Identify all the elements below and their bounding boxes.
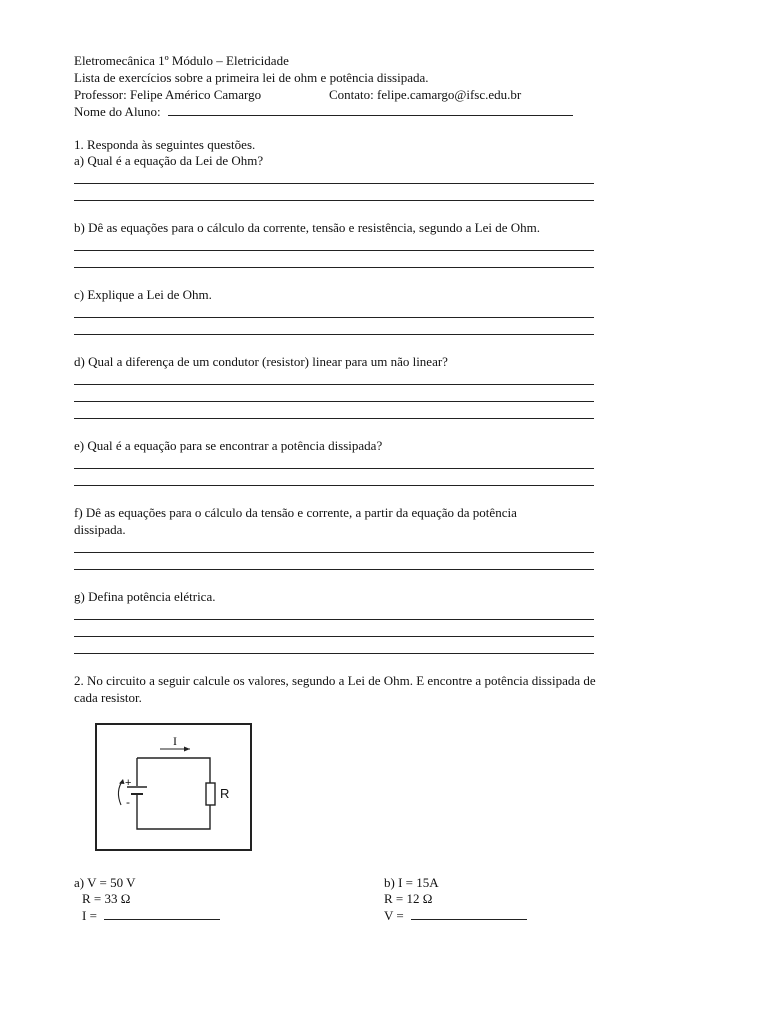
q2a-current-field[interactable] bbox=[104, 919, 220, 920]
answer-line[interactable] bbox=[74, 569, 594, 570]
answer-line[interactable] bbox=[74, 250, 594, 251]
worksheet-subtitle: Lista de exercícios sobre a primeira lei de ohm e potência dissipada. bbox=[74, 70, 429, 85]
contact-email: Contato: felipe.camargo@ifsc.edu.br bbox=[329, 87, 522, 102]
professor-name: Professor: Felipe Américo Camargo bbox=[74, 87, 262, 102]
student-name-label: Nome do Aluno: bbox=[74, 104, 161, 119]
plus-sign: + bbox=[125, 777, 132, 789]
q1f-question-line1: f) Dê as equações para o cálculo da tensão e corrente, a partir da equação da potência bbox=[74, 505, 517, 520]
course-title: Eletromecânica 1º Módulo – Eletricidade bbox=[74, 53, 289, 68]
q2b-resistance: R = 12 Ω bbox=[384, 891, 433, 906]
answer-line[interactable] bbox=[74, 384, 594, 385]
answer-line[interactable] bbox=[74, 267, 594, 268]
q2a-voltage: a) V = 50 V bbox=[74, 875, 136, 890]
answer-line[interactable] bbox=[74, 418, 594, 419]
q1a-question: a) Qual é a equação da Lei de Ohm? bbox=[74, 153, 264, 168]
answer-line[interactable] bbox=[74, 653, 594, 654]
q1e-question: e) Qual é a equação para se encontrar a potência dissipada? bbox=[74, 438, 383, 453]
answer-line[interactable] bbox=[74, 552, 594, 553]
q2-statement-line1: 2. No circuito a seguir calcule os valores, segundo a Lei de Ohm. E encontre a potência dissipada de bbox=[74, 673, 596, 688]
answer-line[interactable] bbox=[74, 200, 594, 201]
resistor-symbol bbox=[206, 783, 215, 805]
answer-line[interactable] bbox=[74, 468, 594, 469]
answer-line[interactable] bbox=[74, 401, 594, 402]
student-name-row bbox=[74, 104, 573, 120]
circuit-diagram bbox=[95, 723, 252, 851]
q2b-voltage-field[interactable] bbox=[411, 919, 527, 920]
answer-line[interactable] bbox=[74, 619, 594, 620]
q2-statement-line2: cada resistor. bbox=[74, 690, 142, 705]
q1-title: 1. Responda às seguintes questões. bbox=[74, 137, 256, 152]
circuit-wire-bottom bbox=[137, 795, 210, 829]
answer-line[interactable] bbox=[74, 317, 594, 318]
answer-line[interactable] bbox=[74, 636, 594, 637]
q1c-question: c) Explique a Lei de Ohm. bbox=[74, 287, 212, 302]
circuit-schematic bbox=[97, 725, 250, 849]
resistor-label: R bbox=[220, 786, 230, 801]
current-arrow-head bbox=[184, 747, 190, 752]
minus-sign: - bbox=[126, 795, 130, 809]
q2a-current-row bbox=[82, 908, 220, 924]
q2a-current-label: I = bbox=[82, 908, 97, 923]
q1g-question: g) Defina potência elétrica. bbox=[74, 589, 216, 604]
answer-line[interactable] bbox=[74, 485, 594, 486]
student-name-field[interactable] bbox=[168, 115, 573, 116]
q1f-question-line2: dissipada. bbox=[74, 522, 126, 537]
q2a-resistance: R = 33 Ω bbox=[82, 891, 131, 906]
circuit-wire-top bbox=[137, 758, 210, 783]
answer-line[interactable] bbox=[74, 334, 594, 335]
answer-line[interactable] bbox=[74, 183, 594, 184]
current-label: I bbox=[173, 734, 177, 748]
voltage-arc-head bbox=[119, 779, 125, 784]
q2b-voltage-row bbox=[384, 908, 527, 924]
q2b-voltage-label: V = bbox=[384, 908, 404, 923]
q1b-question: b) Dê as equações para o cálculo da corrente, tensão e resistência, segundo a Lei de Ohm. bbox=[74, 220, 540, 235]
q2b-current: b) I = 15A bbox=[384, 875, 439, 890]
q1d-question: d) Qual a diferença de um condutor (resistor) linear para um não linear? bbox=[74, 354, 448, 369]
